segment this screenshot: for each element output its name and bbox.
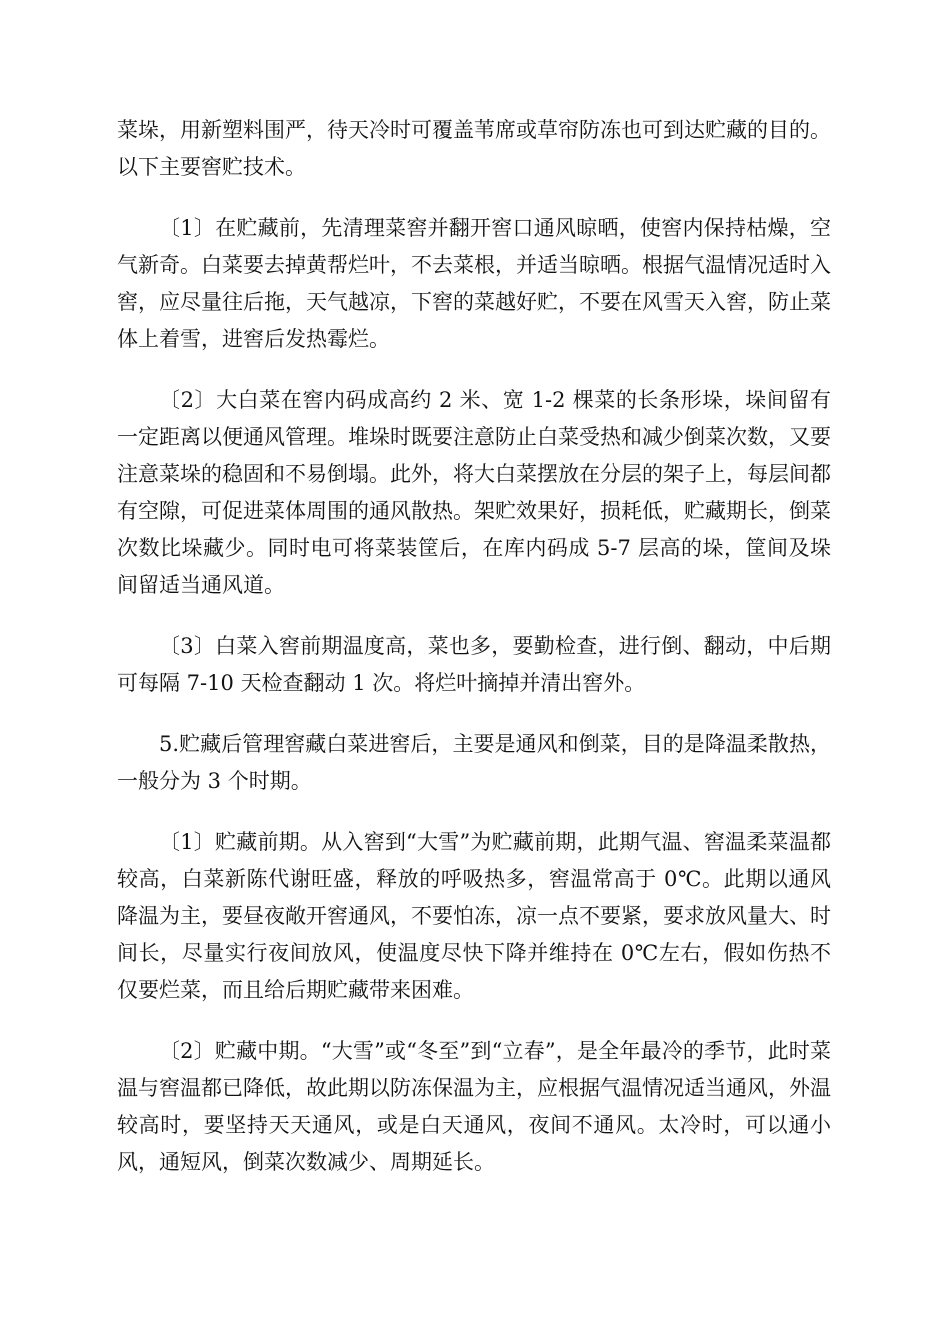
paragraph-step-1-preparation: 〔1〕在贮藏前，先清理菜窖并翻开窖口通风晾晒，使窖内保持枯燥，空气新奇。白菜要去掉黄帮烂叶，不去菜根，并适当晾晒。根据气温情况适时入窖，应尽量往后拖，天气越凉，下窖的菜越好贮，不要在风雪天入窖，防止菜体上着雪，进窖后发热霉烂。 <box>117 216 831 351</box>
paragraph-step-3-inspection: 〔3〕白菜入窖前期温度高，菜也多，要勤检查，进行倒、翻动，中后期可每隔 7-10 天检查翻动 1 次。将烂叶摘掉并清出窖外。 <box>117 634 831 695</box>
paragraph-step-2-stacking: 〔2〕大白菜在窖内码成高约 2 米、宽 1-2 棵菜的长条形垛，垛间留有一定距离以便通风管理。堆垛时既要注意防止白菜受热和减少倒菜次数，又要注意菜垛的稳固和不易倒塌。此外，将大白菜摆放在分层的架子上，每层间都有空隙，可促进菜体周围的通风散热。架贮效果好，损耗低，贮藏期长，倒菜次数比垛藏少。同时电可将菜装筐后，在库内码成 5-7 层高的垛，筐间及垛间留适当通风道。 <box>117 388 831 597</box>
paragraph-period-1-early: 〔1〕贮藏前期。从入窖到“大雪”为贮藏前期，此期气温、窖温柔菜温都较高，白菜新陈代谢旺盛，释放的呼吸热多，窖温常高于 0℃。此期以通风降温为主，要昼夜敞开窖通风，不要怕冻，凉一点不要紧，要求放风量大、时间长，尽量实行夜间放风，使温度尽快下降并维持在 0℃左右，假如伤热不仅要烂菜，而且给后期贮藏带来困难。 <box>117 830 831 1002</box>
paragraph-continuation: 菜垛，用新塑料围严，待天冷时可覆盖苇席或草帘防冻也可到达贮藏的目的。以下主要窖贮技术。 <box>117 118 831 179</box>
document-body <box>117 112 831 1205</box>
paragraph-section-5-management: 5.贮藏后管理窖藏白菜进窖后，主要是通风和倒菜，目的是降温柔散热，一般分为 3 个时期。 <box>117 732 831 793</box>
paragraph-period-2-middle: 〔2〕贮藏中期。“大雪”或“冬至”到“立春”，是全年最冷的季节，此时菜温与窖温都已降低，故此期以防冻保温为主，应根据气温情况适当通风，外温较高时，要坚持天天通风，或是白天通风，夜间不通风。太冷时，可以通小风，通短风，倒菜次数减少、周期延长。 <box>117 1039 831 1174</box>
